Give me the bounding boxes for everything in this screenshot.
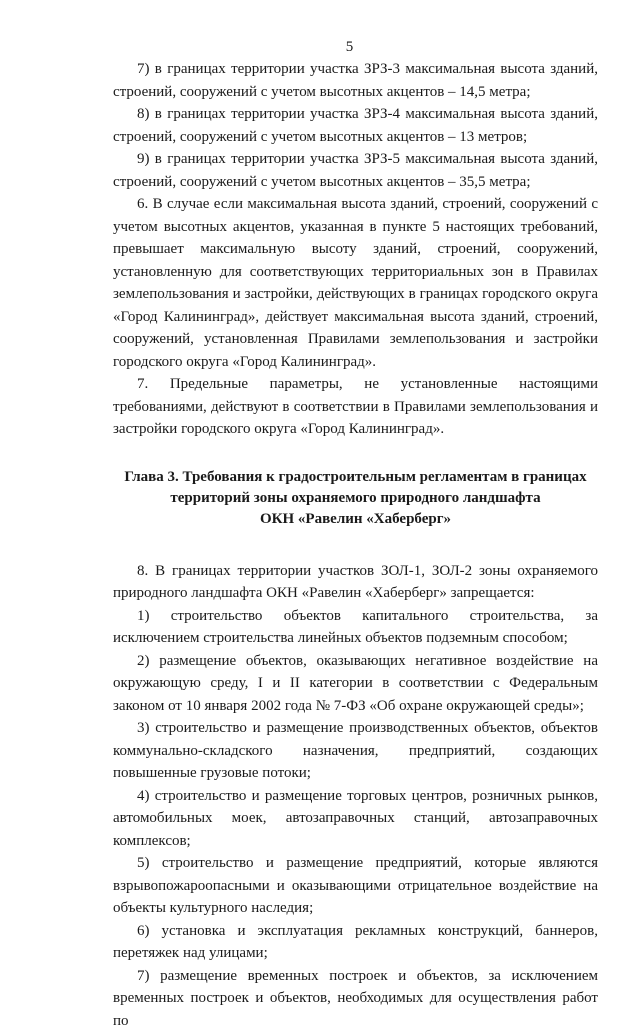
paragraph-item-7: 7. Предельные параметры, не установленные настоящими требованиями, действуют в соответствии в Правилами землепользования и застройки городского округа «Город Калининград». (113, 373, 598, 441)
paragraph-zrz4-height: 8) в границах территории участка ЗРЗ-4 максимальная высота зданий, строений, сооружений с учетом высотных акцентов – 13 метров; (113, 103, 598, 148)
list-item-7: 7) размещение временных построек и объектов, за исключением временных построек и объектов, необходимых для осуществления работ по (113, 965, 598, 1032)
list-item-1: 1) строительство объектов капитального строительства, за исключением строительства линейных объектов подземным способом; (113, 605, 598, 650)
paragraph-item-6: 6. В случае если максимальная высота зданий, строений, сооружений с учетом высотных акцентов, указанная в пункте 5 настоящих требований, превышает максимальную высоту зданий, строений, сооружений, установленную для соответствующих территориальных зон в Правилах землепользования и застройки, действующих в границах городского округа «Город Калининград», действует максимальная высота зданий, строений, сооружений, установленная Правилами землепользования и застройки городского округа «Город Калининград». (113, 193, 598, 373)
list-item-6: 6) установка и эксплуатация рекламных конструкций, баннеров, перетяжек над улицами; (113, 920, 598, 965)
paragraph-zrz5-height: 9) в границах территории участка ЗРЗ-5 максимальная высота зданий, строений, сооружений с учетом высотных акцентов – 35,5 метра; (113, 148, 598, 193)
chapter-heading-line-1: Глава 3. Требования к градостроительным регламентам в границах (113, 467, 598, 488)
paragraph-item-8: 8. В границах территории участков ЗОЛ-1, ЗОЛ-2 зоны охраняемого природного ландшафта ОКН «Равелин «Хаберберг» запрещается: (113, 560, 598, 605)
list-item-4: 4) строительство и размещение торговых центров, розничных рынков, автомобильных моек, автозаправочных станций, автозаправочных комплексов; (113, 785, 598, 853)
chapter-heading (113, 467, 598, 530)
paragraph-zrz3-height: 7) в границах территории участка ЗРЗ-3 максимальная высота зданий, строений, сооружений с учетом высотных акцентов – 14,5 метра; (113, 58, 598, 103)
list-item-3: 3) строительство и размещение производственных объектов, объектов коммунально-складского назначения, предприятий, создающих повышенные грузовые потоки; (113, 717, 598, 785)
list-item-2: 2) размещение объектов, оказывающих негативное воздействие на окружающую среду, I и II категории в соответствии с Федеральным законом от 10 января 2002 года № 7-ФЗ «Об охране окружающей среды»; (113, 650, 598, 718)
page-number: 5 (101, 36, 598, 58)
chapter-heading-line-2: территорий зоны охраняемого природного ландшафта (113, 488, 598, 509)
list-item-5: 5) строительство и размещение предприятий, которые являются взрывопожароопасными и оказывающими отрицательное воздействие на объекты культурного наследия; (113, 852, 598, 920)
chapter-heading-line-3: ОКН «Равелин «Хаберберг» (113, 509, 598, 530)
